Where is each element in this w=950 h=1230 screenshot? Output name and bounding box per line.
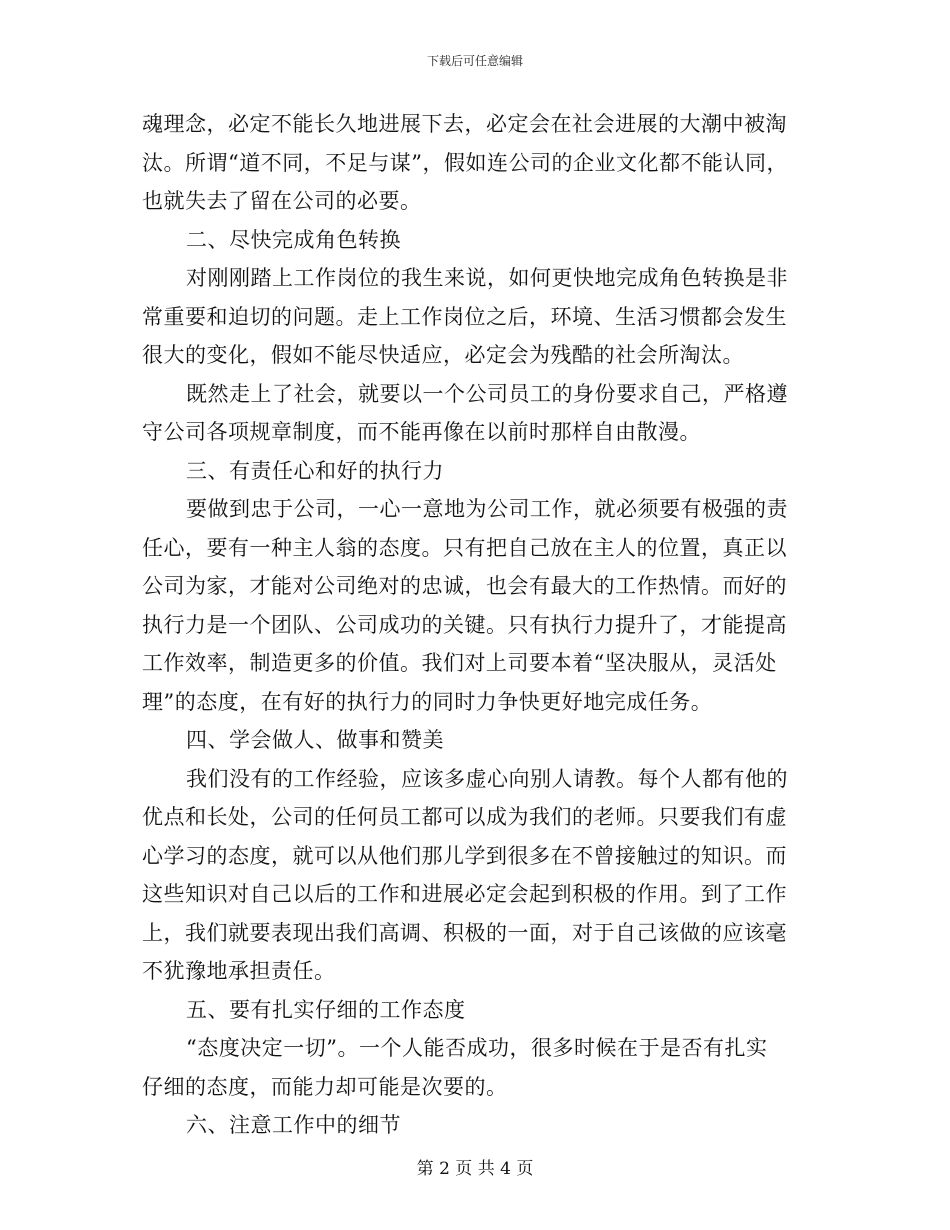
document-body <box>142 105 802 1145</box>
text-line-20: 心学习的态度，就可以从他们那儿学到很多在不曾接触过的知识。而 <box>142 843 787 868</box>
text-line-8: 既然走上了社会，就要以一个公司员工的身份要求自己，严格遵 <box>186 381 788 406</box>
text-line-3: 也就失去了留在公司的必要。 <box>142 189 422 213</box>
text-line-18: 我们没有的工作经验，应该多虚心向别人请教。每个人都有他的 <box>186 766 788 791</box>
text-line-21: 这些知识对自己以后的工作和进展必定会起到积极的作用。到了工作 <box>142 882 787 906</box>
text-line-22: 上，我们就要表现出我们高调、积极的一面，对于自己该做的应该毫 <box>142 920 787 945</box>
text-line-26: 仔细的态度，而能力却可能是次要的。 <box>142 1074 508 1099</box>
text-line-12: 任心，要有一种主人翁的态度。只有把自己放在主人的位置，真正以 <box>142 535 787 560</box>
section-heading-3: 三、有责任心和好的执行力 <box>186 458 444 483</box>
text-line-19: 优点和长处，公司的任何员工都可以成为我们的老师。只要我们有虚 <box>142 805 787 829</box>
text-line-14: 执行力是一个团队、公司成功的关键。只有执行力提升了，才能提高 <box>142 612 787 637</box>
section-heading-2: 二、尽快完成角色转换 <box>186 227 401 252</box>
section-heading-4: 四、学会做人、做事和赞美 <box>186 728 444 752</box>
text-line-15: 工作效率，制造更多的价值。我们对上司要本着“坚决服从，灵活处 <box>142 651 777 675</box>
page-number-footer: 第 2 页 共 4 页 <box>416 1159 534 1179</box>
text-line-11: 要做到忠于公司，一心一意地为公司工作，就必须要有极强的责 <box>186 497 788 521</box>
text-line-1: 魂理念，必定不能长久地进展下去，必定会在社会进展的大潮中被淘 <box>142 112 787 136</box>
text-line-16: 理”的态度，在有好的执行力的同时力争快更好地完成任务。 <box>142 689 713 714</box>
section-heading-5: 五、要有扎实仔细的工作态度 <box>186 997 466 1022</box>
text-line-9: 守公司各项规章制度，而不能再像在以前时那样自由散漫。 <box>142 420 701 444</box>
text-line-13: 公司为家，才能对公司绝对的忠诚，也会有最大的工作热情。而好的 <box>142 574 787 598</box>
section-heading-6: 六、注意工作中的细节 <box>186 1113 401 1137</box>
text-line-25: “态度决定一切”。一个人能否成功，很多时候在于是否有扎实 <box>186 1036 768 1060</box>
page-header: 下载后可任意编辑 <box>426 54 523 68</box>
text-line-6: 常重要和迫切的问题。走上工作岗位之后，环境、生活习惯都会发生 <box>142 304 787 329</box>
text-line-2: 汰。所谓“道不同，不足与谋”，假如连公司的企业文化都不能认同， <box>142 150 788 175</box>
text-line-5: 对刚刚踏上工作岗位的我生来说，如何更快地完成角色转换是非 <box>186 266 788 290</box>
text-line-23: 不犹豫地承担责任。 <box>142 959 336 983</box>
text-line-7: 很大的变化，假如不能尽快适应，必定会为残酷的社会所淘汰。 <box>142 343 744 367</box>
